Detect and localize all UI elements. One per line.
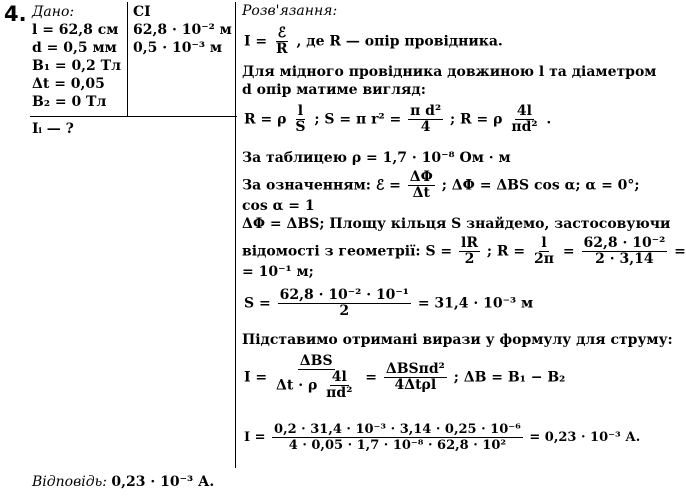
problem-number: 4. [4, 2, 27, 26]
si-line: 0,5 · 10⁻³ м [133, 40, 223, 56]
formula-part: I = [244, 430, 266, 445]
formula-area [244, 288, 533, 319]
si-separator [127, 2, 128, 116]
formula-part: = [365, 369, 377, 386]
table-value: За таблицею ρ = 1,7 · 10⁻⁸ Ом · м [242, 150, 511, 166]
given-line: d = 0,5 мм [32, 40, 117, 56]
unknown-quantity: Iᵢ — ? [32, 121, 74, 137]
denominator: 2 [464, 251, 475, 267]
solution-header: Розв'язання: [242, 3, 338, 19]
numerator: ΔBSπd² [385, 361, 445, 377]
formula-part: R = ρ [244, 111, 287, 128]
denominator-part: Δt · ρ [276, 377, 318, 394]
denominator: 2π [534, 251, 555, 267]
formula-part: ; ΔΦ = ΔBS cos α; α = 0°; [441, 177, 640, 194]
given-line: B₂ = 0 Тл [32, 94, 107, 110]
answer-label: Відповідь: [32, 474, 107, 490]
numerator: lR [461, 235, 478, 251]
formula-part: I = [244, 369, 268, 386]
denominator: Δt [412, 185, 430, 201]
numerator: l [541, 235, 547, 251]
formula-part: = 0,23 · 10⁻³ А. [529, 430, 641, 445]
numerator: 0,2 · 31,4 · 10⁻³ · 3,14 · 0,25 · 10⁻⁶ [274, 422, 521, 437]
formula-geometry [242, 236, 686, 267]
formula-part: ; ΔB = B₁ − B₂ [453, 369, 566, 386]
cos-line: cos α = 1 [242, 198, 315, 214]
numerator: 4l [516, 103, 532, 119]
radius-result: = 10⁻¹ м; [242, 264, 314, 280]
given-line: Δt = 0,05 [32, 76, 105, 92]
fraction [274, 354, 358, 401]
denominator: πd² [511, 119, 538, 135]
formula-text: , де R — опір провідника. [296, 33, 503, 50]
paragraph: d опір матиме вигляд: [242, 82, 426, 98]
substitution-text: Підставимо отримані вирази у формулу для струму: [242, 332, 673, 348]
formula-ohm [244, 26, 503, 57]
formula-part: ; R = ρ [449, 111, 503, 128]
ring-line: ΔΦ = ΔBS; Площу кільця S знайдемо, застосовуючи [242, 216, 671, 232]
fraction [324, 370, 354, 401]
denominator: πd² [326, 385, 353, 401]
numerator: ℰ [277, 25, 287, 41]
numerator: 62,8 · 10⁻² · 10⁻¹ [279, 287, 409, 303]
si-line: 62,8 · 10⁻² м [133, 22, 232, 38]
fraction [408, 104, 443, 135]
formula-part: S = [244, 295, 271, 312]
compound-denominator [274, 370, 358, 401]
given-line: B₁ = 0,2 Тл [32, 58, 121, 74]
fraction [459, 236, 480, 267]
denominator: 4Δtρl [394, 377, 437, 393]
numerator: l [297, 103, 304, 119]
fraction [293, 104, 307, 135]
fraction [278, 288, 411, 319]
denominator: S [295, 119, 306, 135]
formula-part: ; R = [486, 243, 526, 260]
formula-part: відомості з геометрії: S = [242, 243, 453, 260]
si-block [133, 3, 232, 57]
formula-part: За означенням: ℰ = [242, 177, 401, 194]
fraction [408, 170, 435, 201]
fraction [582, 236, 668, 267]
given-line: l = 62,8 см [32, 22, 119, 38]
paragraph: Для мідного провідника довжиною l та діаметром [242, 64, 657, 80]
formula-part: = [562, 243, 575, 260]
numerator: 4l [331, 369, 347, 385]
formula-part: . [546, 111, 552, 128]
fraction [384, 362, 447, 393]
solution-separator [235, 2, 236, 468]
formula-part: = 31,4 · 10⁻³ м [417, 295, 534, 312]
given-divider [30, 116, 237, 117]
formula-final [244, 422, 640, 453]
formula-current [244, 354, 565, 401]
denominator: R [276, 41, 288, 57]
denominator: 2 · 3,14 [595, 251, 654, 267]
fraction [274, 26, 290, 57]
fraction [509, 104, 539, 135]
numerator: ΔΦ [409, 169, 433, 185]
given-header: Дано: [32, 4, 75, 20]
numerator: π d² [410, 103, 442, 119]
formula-lhs: I = [244, 33, 268, 50]
fraction [532, 236, 556, 267]
answer [32, 474, 214, 490]
formula-part: = [674, 243, 686, 260]
si-header: СІ [133, 4, 151, 20]
numerator: 62,8 · 10⁻² [583, 235, 666, 251]
fraction [272, 422, 523, 453]
formula-part: ; S = π r² = [314, 111, 402, 128]
numerator: ΔBS [299, 353, 333, 369]
denominator: 4 [420, 119, 431, 135]
given-block [32, 3, 121, 111]
denominator: 4 · 0,05 · 1,7 · 10⁻⁸ · 62,8 · 10² [288, 438, 507, 453]
denominator: 2 [339, 303, 350, 319]
formula-definition [242, 170, 640, 201]
formula-resistance [244, 104, 551, 135]
answer-value: 0,23 · 10⁻³ А. [111, 474, 215, 490]
